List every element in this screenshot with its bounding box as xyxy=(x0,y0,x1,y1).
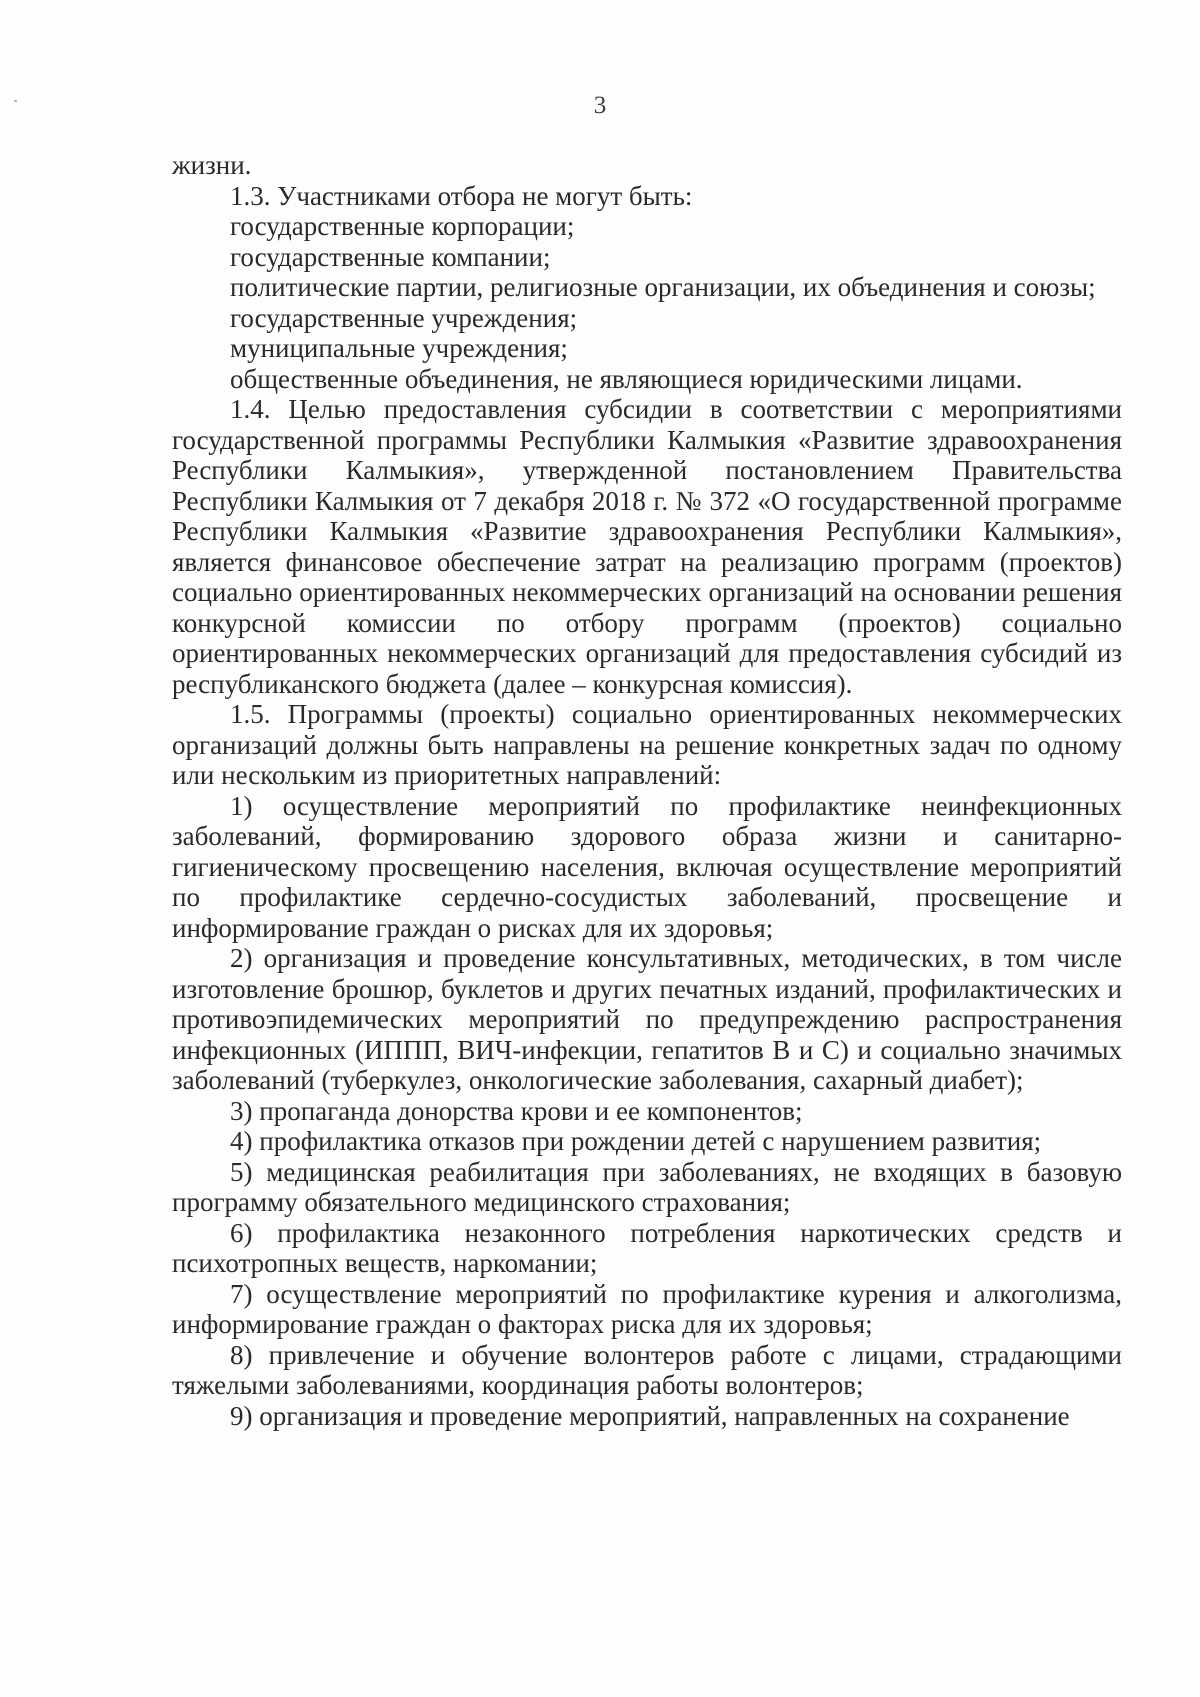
paragraph-continuation: жизни. xyxy=(172,150,252,180)
list-item-2: 2) организация и проведение консультативных, методических, в том числе изготовление брошюр, буклетов и других печатных изданий, профилактических и противоэпидемических мероприятий по предупреждению распространения инфекционных (ИППП, ВИЧ-инфекции, гепатитов В и С) и социально значимых заболеваний (туберкулез, онкологические заболевания, сахарный диабет); xyxy=(172,943,1122,1095)
document-body xyxy=(172,150,1122,1431)
list-item-7: 7) осуществление мероприятий по профилактике курения и алкоголизма, информирование граждан о факторах риска для их здоровья; xyxy=(172,1278,1122,1339)
paragraph-section-1-4: 1.4. Целью предоставления субсидии в соответствии с мероприятиями государственной программы Республики Калмыкия «Развитие здравоохранения Республики Калмыкия», утвержденной постановлением Правительства Республики Калмыкия от 7 декабря 2018 г. № 372 «О государственной программе Республики Калмыкия «Развитие здравоохранения Республики Калмыкия», является финансовое обеспечение затрат на реализацию программ (проектов) социально ориентированных некоммерческих организаций на основании решения конкурсной комиссии по отбору программ (проектов) социально ориентированных некоммерческих организаций для предоставления субсидий из республиканского бюджета (далее – конкурсная комиссия). xyxy=(172,394,1122,699)
list-item-public-associations: общественные объединения, не являющиеся юридическими лицами. xyxy=(230,363,1023,394)
list-item-6: 6) профилактика незаконного потребления наркотических средств и психотропных веществ, наркомании; xyxy=(172,1217,1122,1278)
paragraph-section-1-5: 1.5. Программы (проекты) социально ориентированных некоммерческих организаций должны быть направлены на решение конкретных задач по одному или нескольким из приоритетных направлений: xyxy=(172,699,1122,790)
list-item-state-companies: государственные компании; xyxy=(230,241,551,272)
list-item-3: 3) пропаганда донорства крови и ее компонентов; xyxy=(230,1095,803,1126)
list-item-1: 1) осуществление мероприятий по профилактике неинфекционных заболеваний, формированию здорового образа жизни и санитарно-гигиеническому просвещению населения, включая осуществление мероприятий по профилактике сердечно-сосудистых заболеваний, просвещение и информирование граждан о рисках для их здоровья; xyxy=(172,790,1122,943)
paragraph-section-1-3: 1.3. Участниками отбора не могут быть: xyxy=(230,180,693,211)
list-item-4: 4) профилактика отказов при рождении детей с нарушением развития; xyxy=(230,1126,1042,1156)
list-item-8: 8) привлечение и обучение волонтеров работе с лицами, страдающими тяжелыми заболеваниями, координация работы волонтеров; xyxy=(172,1339,1122,1400)
page-number: 3 xyxy=(593,92,607,119)
list-item-political-parties: политические партии, религиозные организации, их объединения и союзы; xyxy=(230,272,1096,302)
list-item-9: 9) организация и проведение мероприятий, направленных на сохранение xyxy=(230,1400,1070,1431)
list-item-state-corporations: государственные корпорации; xyxy=(230,211,575,241)
list-item-state-institutions: государственные учреждения; xyxy=(230,302,578,333)
list-item-municipal-institutions: муниципальные учреждения; xyxy=(230,333,568,363)
list-item-5: 5) медицинская реабилитация при заболеваниях, не входящих в базовую программу обязательного медицинского страхования; xyxy=(172,1156,1122,1217)
